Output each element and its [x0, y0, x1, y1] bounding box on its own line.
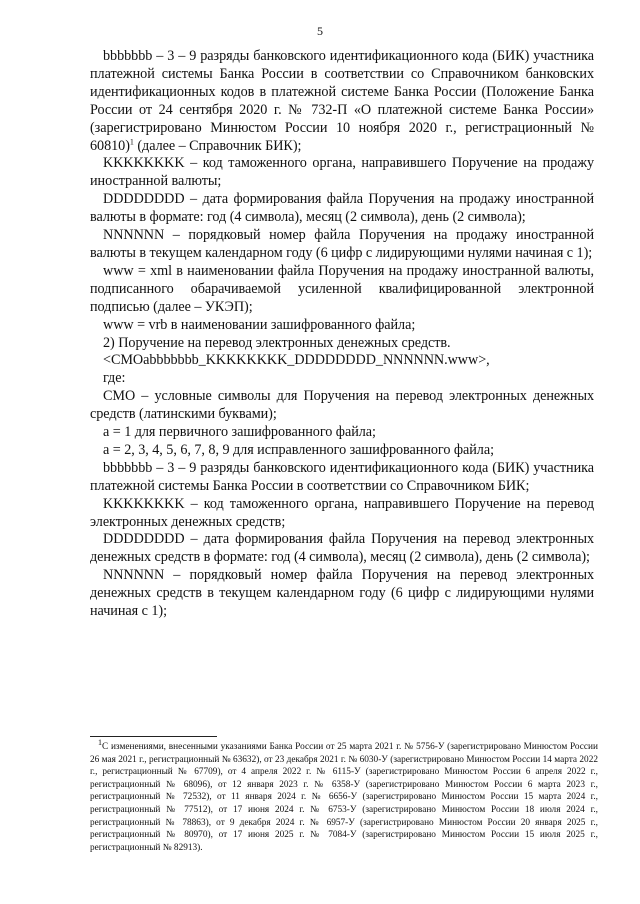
paragraph: a = 1 для первичного зашифрованного файла;	[103, 424, 376, 441]
page-number: 5	[317, 24, 323, 38]
paragraph-where: где:	[103, 370, 126, 387]
paragraph: KKKKKKKK – код таможенного органа, направившего Поручение на перевод электронных денежных средств;	[90, 495, 594, 530]
paragraph-section-heading: 2) Поручение на перевод электронных денежных средств.	[103, 334, 451, 351]
paragraph: NNNNNN – порядковый номер файла Поручения на перевод электронных денежных средств в текущем календарном году (6 цифр с лидирующими нулями начиная с 1);	[90, 567, 594, 620]
paragraph: www = vrb в наименовании зашифрованного файла;	[103, 316, 416, 333]
footnote	[90, 737, 598, 854]
paragraph: a = 2, 3, 4, 5, 6, 7, 8, 9 для исправленного зашифрованного файла;	[103, 441, 494, 458]
paragraph: NNNNNN – порядковый номер файла Поручения на продажу иностранной валюты в текущем календарном году (6 цифр с лидирующими нулями начиная с 1);	[90, 227, 594, 261]
paragraph: www = xml в наименовании файла Поручения на продажу иностранной валюты, подписанного обарачиваемой усиленной квалифицированной электронной подписью (далее – УКЭП);	[90, 262, 594, 315]
footnote-divider	[90, 736, 217, 737]
paragraph: DDDDDDDD – дата формирования файла Поручения на перевод электронных денежных средств в формате: год (4 символа), месяц (2 символа), день (2 символа);	[90, 531, 594, 566]
footnote-reference[interactable]: 1	[129, 136, 134, 146]
paragraph: DDDDDDDD – дата формирования файла Поручения на продажу иностранной валюты в формате: год (4 символа), месяц (2 символа), день (2 символа);	[90, 191, 594, 226]
paragraph: KKKKKKKK – код таможенного органа, направившего Поручение на продажу иностранной валюты;	[90, 155, 594, 190]
footnote-text: С изменениями, внесенными указаниями Банка России от 25 марта 2021 г. № 5756-У (зарегистрировано Минюстом России 26 мая 2021 г., регистрационный № 63632), от 23 декабря 2021 г. № 6030-У (зарегистрировано Минюстом России 14 марта 2022 г., регистрационный № 67709), от 4 апреля 2022 г. № 6115-У (зарегистрировано Минюстом России 6 апреля 2022 г., регистрационный № 68096), от 12 января 2023 г. № 6358-У (зарегистрировано Минюстом России 6 марта 2023 г., регистрационный № 72532), от 11 января 2024 г. № 6656-У (зарегистрировано Минюстом России 15 марта 2024 г., регистрационный № 77512), от 17 июня 2024 г. № 6753-У (зарегистрировано Минюстом России 18 июля 2024 г., регистрационный № 78863), от 9 декабря 2024 г. № 6957-У (зарегистрировано Минюстом России 20 января 2025 г., регистрационный № 80970), от 17 июня 2025 г. № 7084-У (зарегистрировано Минюстом России 15 июля 2025 г., регистрационный № 82913).	[90, 742, 598, 853]
paragraph: bbbbbbb – 3 – 9 разряды банковского идентификационного кода (БИК) участника платежной системы Банка России в соответствии со Справочником БИК;	[90, 459, 594, 494]
document-body	[90, 48, 594, 621]
paragraph: CMO – условные символы для Поручения на перевод электронных денежных средств (латинскими буквами);	[90, 388, 594, 423]
footnote-marker: 1	[98, 737, 102, 747]
file-name-template: <CMOabbbbbbb_KKKKKKKK_DDDDDDDD_NNNNNN.www>,	[103, 352, 490, 369]
paragraph-bik-first: bbbbbbb – 3 – 9 разряды банковского идентификационного кода (БИК) участника платежной системы Банка России в соответствии со Справочником банковских идентификационных кодов в платежной системе Банка России (Положение Банка России от 24 сентября 2020 г. № 732-П «О платежной системе Банка России» (зарегистрировано Минюстом России 10 ноября 2020 г., регистрационный № 60810)$^1$ (далее – Справочник БИК);	[90, 48, 594, 154]
